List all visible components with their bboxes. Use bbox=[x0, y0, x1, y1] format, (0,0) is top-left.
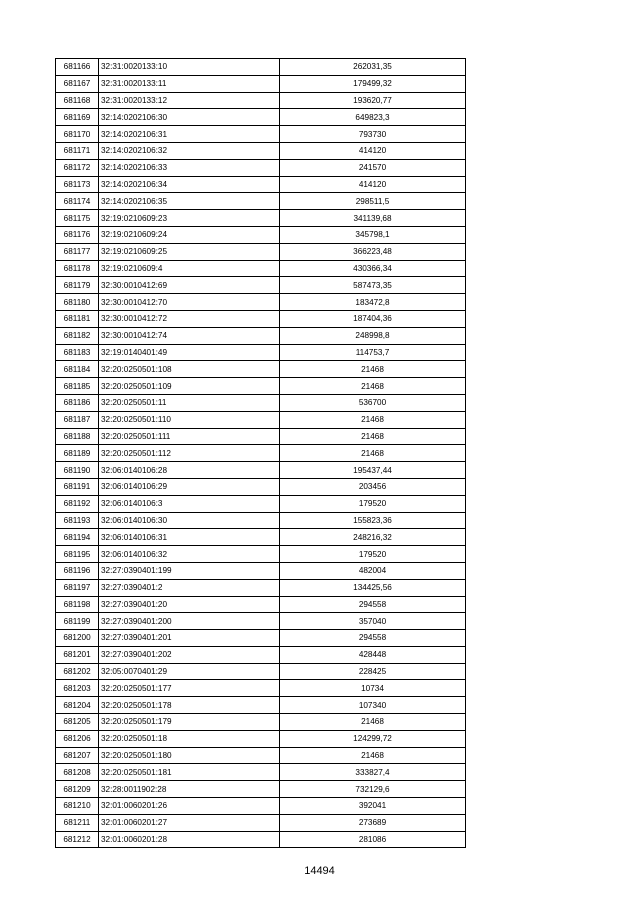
table-row bbox=[56, 478, 466, 495]
page-number: 14494 bbox=[304, 865, 335, 877]
value-cell: 587473,35 bbox=[280, 277, 466, 294]
row-id-cell: 681203 bbox=[56, 680, 99, 697]
cadastral-number-cell: 32:19:0210609:4 bbox=[99, 260, 280, 277]
cadastral-number-cell: 32:19:0210609:23 bbox=[99, 210, 280, 227]
value-cell: 392041 bbox=[280, 798, 466, 815]
value-cell: 341139,68 bbox=[280, 210, 466, 227]
table-row bbox=[56, 92, 466, 109]
cadastral-number-cell: 32:06:0140106:32 bbox=[99, 546, 280, 563]
value-cell: 21468 bbox=[280, 445, 466, 462]
cadastral-number-cell: 32:14:0202106:32 bbox=[99, 142, 280, 159]
value-cell: 179499,32 bbox=[280, 75, 466, 92]
cadastral-number-cell: 32:14:0202106:33 bbox=[99, 159, 280, 176]
value-cell: 345798,1 bbox=[280, 226, 466, 243]
row-id-cell: 681177 bbox=[56, 243, 99, 260]
row-id-cell: 681200 bbox=[56, 630, 99, 647]
cadastral-number-cell: 32:20:0250501:11 bbox=[99, 394, 280, 411]
value-cell: 732129,6 bbox=[280, 781, 466, 798]
table-row bbox=[56, 730, 466, 747]
value-cell: 281086 bbox=[280, 831, 466, 848]
table-row bbox=[56, 159, 466, 176]
cadastral-number-cell: 32:27:0390401:201 bbox=[99, 630, 280, 647]
table-row bbox=[56, 277, 466, 294]
table-row bbox=[56, 176, 466, 193]
cadastral-number-cell: 32:14:0202106:31 bbox=[99, 126, 280, 143]
row-id-cell: 681199 bbox=[56, 613, 99, 630]
table-row bbox=[56, 378, 466, 395]
value-cell: 195437,44 bbox=[280, 462, 466, 479]
value-cell: 124299,72 bbox=[280, 730, 466, 747]
table-row bbox=[56, 495, 466, 512]
row-id-cell: 681187 bbox=[56, 411, 99, 428]
row-id-cell: 681205 bbox=[56, 714, 99, 731]
table-row bbox=[56, 243, 466, 260]
value-cell: 273689 bbox=[280, 814, 466, 831]
value-cell: 134425,56 bbox=[280, 579, 466, 596]
table-row bbox=[56, 714, 466, 731]
table-row bbox=[56, 747, 466, 764]
row-id-cell: 681204 bbox=[56, 697, 99, 714]
cadastral-number-cell: 32:19:0210609:25 bbox=[99, 243, 280, 260]
value-cell: 107340 bbox=[280, 697, 466, 714]
cadastral-number-cell: 32:14:0202106:34 bbox=[99, 176, 280, 193]
value-cell: 193620,77 bbox=[280, 92, 466, 109]
cadastral-number-cell: 32:01:0060201:27 bbox=[99, 814, 280, 831]
cadastral-number-cell: 32:31:0020133:10 bbox=[99, 59, 280, 76]
table-row bbox=[56, 59, 466, 76]
value-cell: 183472,8 bbox=[280, 294, 466, 311]
cadastral-number-cell: 32:20:0250501:108 bbox=[99, 361, 280, 378]
cadastral-number-cell: 32:01:0060201:26 bbox=[99, 798, 280, 815]
row-id-cell: 681169 bbox=[56, 109, 99, 126]
row-id-cell: 681190 bbox=[56, 462, 99, 479]
value-cell: 298511,5 bbox=[280, 193, 466, 210]
cadastral-number-cell: 32:27:0390401:199 bbox=[99, 562, 280, 579]
row-id-cell: 681211 bbox=[56, 814, 99, 831]
value-cell: 21468 bbox=[280, 411, 466, 428]
cadastral-number-cell: 32:20:0250501:178 bbox=[99, 697, 280, 714]
value-cell: 248216,32 bbox=[280, 529, 466, 546]
value-cell: 21468 bbox=[280, 378, 466, 395]
table-row bbox=[56, 680, 466, 697]
table-row bbox=[56, 512, 466, 529]
table-row bbox=[56, 327, 466, 344]
row-id-cell: 681188 bbox=[56, 428, 99, 445]
table-row bbox=[56, 562, 466, 579]
table-row bbox=[56, 697, 466, 714]
table-row bbox=[56, 428, 466, 445]
cadastral-number-cell: 32:20:0250501:177 bbox=[99, 680, 280, 697]
table-row bbox=[56, 798, 466, 815]
value-cell: 793730 bbox=[280, 126, 466, 143]
cadastral-number-cell: 32:20:0250501:110 bbox=[99, 411, 280, 428]
table-row bbox=[56, 781, 466, 798]
value-cell: 366223,48 bbox=[280, 243, 466, 260]
cadastral-number-cell: 32:06:0140106:3 bbox=[99, 495, 280, 512]
row-id-cell: 681182 bbox=[56, 327, 99, 344]
table-row bbox=[56, 529, 466, 546]
value-cell: 294558 bbox=[280, 596, 466, 613]
row-id-cell: 681209 bbox=[56, 781, 99, 798]
cadastral-number-cell: 32:01:0060201:28 bbox=[99, 831, 280, 848]
table-row bbox=[56, 310, 466, 327]
row-id-cell: 681193 bbox=[56, 512, 99, 529]
value-cell: 649823,3 bbox=[280, 109, 466, 126]
row-id-cell: 681181 bbox=[56, 310, 99, 327]
cadastral-number-cell: 32:06:0140106:29 bbox=[99, 478, 280, 495]
cadastral-number-cell: 32:14:0202106:30 bbox=[99, 109, 280, 126]
cadastral-number-cell: 32:30:0010412:72 bbox=[99, 310, 280, 327]
cadastral-number-cell: 32:27:0390401:2 bbox=[99, 579, 280, 596]
table-row bbox=[56, 462, 466, 479]
cadastral-number-cell: 32:31:0020133:11 bbox=[99, 75, 280, 92]
row-id-cell: 681198 bbox=[56, 596, 99, 613]
table-row bbox=[56, 764, 466, 781]
value-cell: 241570 bbox=[280, 159, 466, 176]
cadastral-number-cell: 32:30:0010412:74 bbox=[99, 327, 280, 344]
row-id-cell: 681194 bbox=[56, 529, 99, 546]
value-cell: 21468 bbox=[280, 361, 466, 378]
cadastral-number-cell: 32:27:0390401:20 bbox=[99, 596, 280, 613]
value-cell: 21468 bbox=[280, 428, 466, 445]
cadastral-number-cell: 32:30:0010412:69 bbox=[99, 277, 280, 294]
value-cell: 179520 bbox=[280, 546, 466, 563]
row-id-cell: 681175 bbox=[56, 210, 99, 227]
table-row bbox=[56, 596, 466, 613]
row-id-cell: 681207 bbox=[56, 747, 99, 764]
table-row bbox=[56, 394, 466, 411]
value-cell: 155823,36 bbox=[280, 512, 466, 529]
value-cell: 333827,4 bbox=[280, 764, 466, 781]
value-cell: 294558 bbox=[280, 630, 466, 647]
table-row bbox=[56, 109, 466, 126]
table-row bbox=[56, 361, 466, 378]
value-cell: 414120 bbox=[280, 142, 466, 159]
table-row bbox=[56, 814, 466, 831]
table-row bbox=[56, 646, 466, 663]
table-row bbox=[56, 613, 466, 630]
row-id-cell: 681170 bbox=[56, 126, 99, 143]
row-id-cell: 681191 bbox=[56, 478, 99, 495]
row-id-cell: 681179 bbox=[56, 277, 99, 294]
table-row bbox=[56, 445, 466, 462]
table-row bbox=[56, 126, 466, 143]
row-id-cell: 681184 bbox=[56, 361, 99, 378]
value-cell: 21468 bbox=[280, 714, 466, 731]
table-row bbox=[56, 226, 466, 243]
table-body bbox=[56, 59, 466, 848]
table-row bbox=[56, 546, 466, 563]
value-cell: 10734 bbox=[280, 680, 466, 697]
value-cell: 114753,7 bbox=[280, 344, 466, 361]
cadastral-number-cell: 32:19:0140401:49 bbox=[99, 344, 280, 361]
row-id-cell: 681212 bbox=[56, 831, 99, 848]
value-cell: 228425 bbox=[280, 663, 466, 680]
data-table bbox=[55, 58, 466, 848]
table-row bbox=[56, 75, 466, 92]
row-id-cell: 681208 bbox=[56, 764, 99, 781]
row-id-cell: 681173 bbox=[56, 176, 99, 193]
table-row bbox=[56, 193, 466, 210]
cadastral-number-cell: 32:20:0250501:18 bbox=[99, 730, 280, 747]
row-id-cell: 681197 bbox=[56, 579, 99, 596]
row-id-cell: 681174 bbox=[56, 193, 99, 210]
row-id-cell: 681180 bbox=[56, 294, 99, 311]
cadastral-number-cell: 32:06:0140106:30 bbox=[99, 512, 280, 529]
cadastral-number-cell: 32:28:0011902:28 bbox=[99, 781, 280, 798]
table-row bbox=[56, 831, 466, 848]
value-cell: 187404,36 bbox=[280, 310, 466, 327]
value-cell: 248998,8 bbox=[280, 327, 466, 344]
cadastral-number-cell: 32:31:0020133:12 bbox=[99, 92, 280, 109]
table-row bbox=[56, 579, 466, 596]
cadastral-number-cell: 32:19:0210609:24 bbox=[99, 226, 280, 243]
table-row bbox=[56, 260, 466, 277]
cadastral-number-cell: 32:20:0250501:181 bbox=[99, 764, 280, 781]
cadastral-number-cell: 32:20:0250501:179 bbox=[99, 714, 280, 731]
row-id-cell: 681210 bbox=[56, 798, 99, 815]
table-row bbox=[56, 142, 466, 159]
row-id-cell: 681201 bbox=[56, 646, 99, 663]
table-row bbox=[56, 344, 466, 361]
value-cell: 428448 bbox=[280, 646, 466, 663]
table-row bbox=[56, 294, 466, 311]
row-id-cell: 681176 bbox=[56, 226, 99, 243]
cadastral-number-cell: 32:30:0010412:70 bbox=[99, 294, 280, 311]
value-cell: 179520 bbox=[280, 495, 466, 512]
value-cell: 536700 bbox=[280, 394, 466, 411]
value-cell: 430366,34 bbox=[280, 260, 466, 277]
value-cell: 357040 bbox=[280, 613, 466, 630]
cadastral-number-cell: 32:06:0140106:31 bbox=[99, 529, 280, 546]
value-cell: 203456 bbox=[280, 478, 466, 495]
row-id-cell: 681186 bbox=[56, 394, 99, 411]
value-cell: 21468 bbox=[280, 747, 466, 764]
value-cell: 262031,35 bbox=[280, 59, 466, 76]
value-cell: 414120 bbox=[280, 176, 466, 193]
table-row bbox=[56, 630, 466, 647]
row-id-cell: 681189 bbox=[56, 445, 99, 462]
row-id-cell: 681202 bbox=[56, 663, 99, 680]
cadastral-number-cell: 32:27:0390401:202 bbox=[99, 646, 280, 663]
cadastral-number-cell: 32:20:0250501:180 bbox=[99, 747, 280, 764]
table-row bbox=[56, 411, 466, 428]
row-id-cell: 681171 bbox=[56, 142, 99, 159]
cadastral-number-cell: 32:27:0390401:200 bbox=[99, 613, 280, 630]
row-id-cell: 681166 bbox=[56, 59, 99, 76]
cadastral-number-cell: 32:05:0070401:29 bbox=[99, 663, 280, 680]
cadastral-number-cell: 32:20:0250501:109 bbox=[99, 378, 280, 395]
row-id-cell: 681167 bbox=[56, 75, 99, 92]
table-row bbox=[56, 210, 466, 227]
row-id-cell: 681195 bbox=[56, 546, 99, 563]
cadastral-number-cell: 32:14:0202106:35 bbox=[99, 193, 280, 210]
row-id-cell: 681183 bbox=[56, 344, 99, 361]
cadastral-number-cell: 32:20:0250501:112 bbox=[99, 445, 280, 462]
row-id-cell: 681196 bbox=[56, 562, 99, 579]
value-cell: 482004 bbox=[280, 562, 466, 579]
row-id-cell: 681185 bbox=[56, 378, 99, 395]
row-id-cell: 681172 bbox=[56, 159, 99, 176]
row-id-cell: 681168 bbox=[56, 92, 99, 109]
row-id-cell: 681192 bbox=[56, 495, 99, 512]
row-id-cell: 681178 bbox=[56, 260, 99, 277]
cadastral-number-cell: 32:06:0140106:28 bbox=[99, 462, 280, 479]
row-id-cell: 681206 bbox=[56, 730, 99, 747]
table-row bbox=[56, 663, 466, 680]
cadastral-number-cell: 32:20:0250501:111 bbox=[99, 428, 280, 445]
